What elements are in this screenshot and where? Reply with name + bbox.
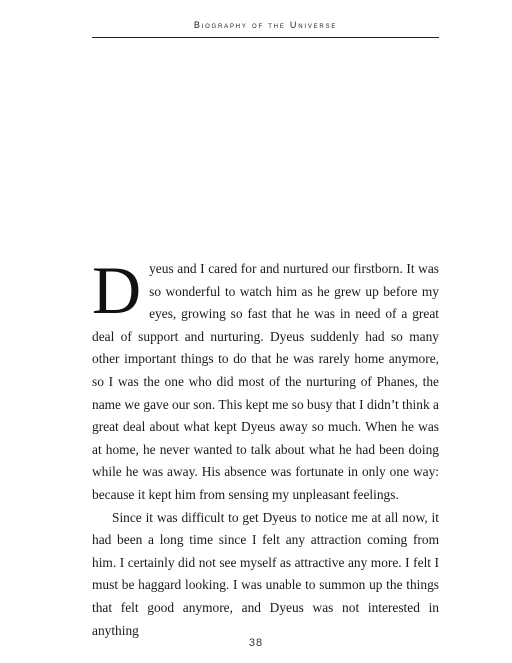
body-text xyxy=(92,252,439,642)
paragraph-1-text: yeus and I cared for and nurtured our firstborn. It was so wonderful to watch him as he grew up before my eyes, growing so fast that he was in need of a great deal of support and nurturing. Dyeus suddenly had so many other important things to do that he was rarely home anymore, so I was the one who did most of the nurturing of Phanes, the name we gave our son. This kept me so busy that I didn’t think a great deal about what kept Dyeus away so much. When he was at home, he never wanted to talk about what he had been doing while he was away. His absence was fortunate in only one way: because it kept him from sensing my unpleasant feelings. xyxy=(92,261,439,502)
header-rule xyxy=(92,37,439,38)
paragraph-1 xyxy=(92,252,439,507)
drop-cap: D xyxy=(92,252,142,328)
running-head: Biography of the Universe xyxy=(193,20,338,30)
page-number: 38 xyxy=(248,637,264,649)
paragraph-2: Since it was difficult to get Dyeus to notice me at all now, it had been a long time since I felt any attraction coming from him. I certainly did not see myself as attractive any more. I felt I must be haggard looking. I was unable to summon up the things that felt good anymore, and Dyeus was not interested in anything xyxy=(92,509,439,638)
